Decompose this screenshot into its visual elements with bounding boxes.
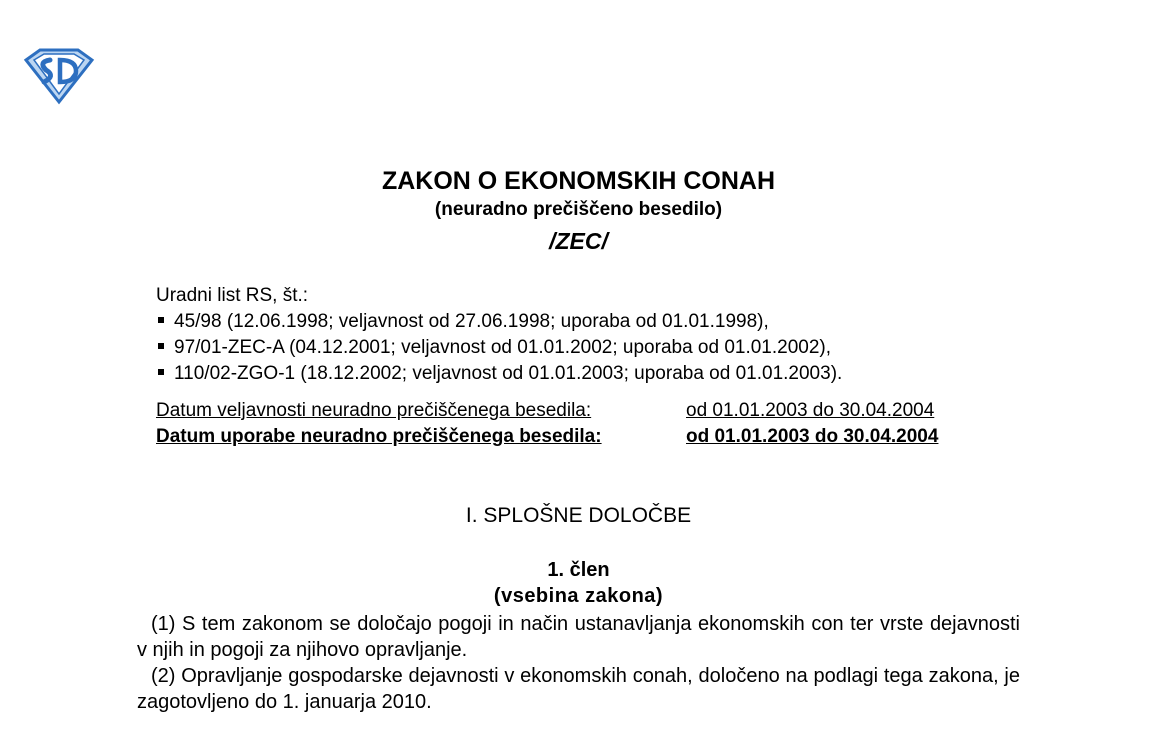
article-paragraph: (1) S tem zakonom se določajo pogoji in način ustanavljanja ekonomskih con ter vrste dejavnosti v njih in pogoji za njihovo opravljanje. bbox=[137, 613, 1020, 661]
gazette-entry: 45/98 (12.06.1998; veljavnost od 27.06.1998; uporaba od 01.01.1998), bbox=[156, 309, 842, 335]
gazette-entry: 110/02-ZGO-1 (18.12.2002; veljavnost od 01.01.2003; uporaba od 01.01.2003). bbox=[156, 361, 842, 387]
document-abbreviation: /ZEC/ bbox=[549, 228, 608, 254]
bullet-square-icon bbox=[158, 317, 164, 323]
validity-value: od 01.01.2003 do 30.04.2004 bbox=[686, 400, 935, 421]
section-heading: I. SPLOŠNE DOLOČBE bbox=[465, 504, 692, 527]
publisher-logo bbox=[20, 46, 98, 106]
document-title: ZAKON O EKONOMSKIH CONAH bbox=[381, 167, 776, 195]
article-subject: (vsebina zakona) bbox=[493, 585, 664, 607]
validity-label: Datum veljavnosti neuradno prečiščenega besedila: bbox=[156, 400, 592, 421]
bullet-square-icon bbox=[158, 343, 164, 349]
diamond-logo-icon bbox=[20, 46, 98, 106]
use-row bbox=[156, 424, 938, 450]
gazette-entry: 97/01-ZEC-A (04.12.2001; veljavnost od 01.01.2002; uporaba od 01.01.2002), bbox=[156, 335, 842, 361]
use-label: Datum uporabe neuradno prečiščenega besedila: bbox=[156, 426, 602, 447]
article-number: 1. člen bbox=[547, 559, 610, 581]
bullet-square-icon bbox=[158, 369, 164, 375]
document-subtitle: (neuradno prečiščeno besedilo) bbox=[434, 199, 723, 220]
gazette-heading: Uradni list RS, št.: bbox=[156, 285, 309, 306]
article-paragraph: (2) Opravljanje gospodarske dejavnosti v ekonomskih conah, določeno na podlagi tega zakona, je zagotovljeno do 1. januarja 2010. bbox=[137, 665, 1020, 713]
article-body bbox=[137, 611, 1020, 715]
validity-block bbox=[156, 398, 938, 450]
gazette-list bbox=[156, 283, 842, 387]
use-value: od 01.01.2003 do 30.04.2004 bbox=[686, 426, 939, 447]
validity-row bbox=[156, 398, 938, 424]
